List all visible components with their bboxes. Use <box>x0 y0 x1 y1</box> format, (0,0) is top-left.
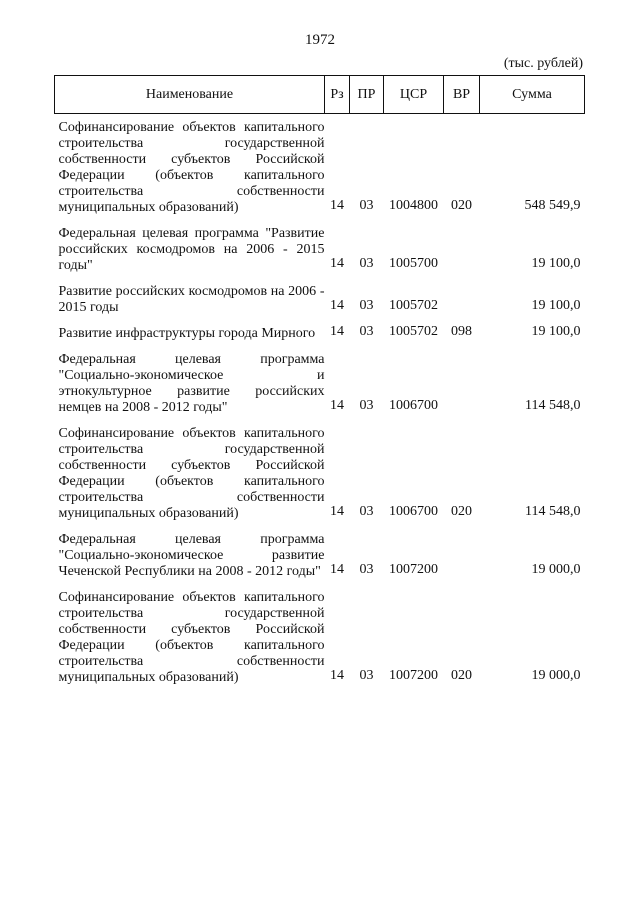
row-name: Федеральная целевая программа "Развитие российских космодромов на 2006 - 2015 годы" <box>58 226 325 273</box>
row-csr: 1004800 <box>389 198 438 213</box>
header-vr: ВР <box>444 76 480 114</box>
row-pr: 03 <box>359 562 374 577</box>
header-pr: ПР <box>350 76 384 114</box>
row-csr: 1006700 <box>389 504 438 519</box>
row-name: Софинансирование объектов капитального строительства государственной собственности субъектов Российской Федерации (объектов капитального строительства собственности муниципальных образований) <box>58 120 325 215</box>
table-row <box>55 278 585 320</box>
row-pr: 03 <box>359 256 374 271</box>
row-name: Развитие инфраструктуры города Мирного <box>58 326 316 341</box>
row-rz: 14 <box>330 668 344 683</box>
row-vr <box>444 278 480 320</box>
row-vr: 098 <box>451 324 472 339</box>
row-rz: 14 <box>330 298 344 313</box>
row-rz: 14 <box>330 324 344 339</box>
row-rz: 14 <box>330 504 344 519</box>
table-row <box>55 220 585 278</box>
budget-table <box>54 75 585 690</box>
table-row <box>55 420 585 526</box>
row-rz: 14 <box>330 256 344 271</box>
units-label: (тыс. рублей) <box>503 56 583 71</box>
row-sum: 19 100,0 <box>531 324 581 339</box>
row-rz: 14 <box>330 562 344 577</box>
row-sum: 548 549,9 <box>524 198 581 213</box>
row-sum: 19 000,0 <box>531 562 581 577</box>
row-sum: 19 000,0 <box>531 668 581 683</box>
row-pr: 03 <box>359 504 374 519</box>
row-name: Федеральная целевая программа "Социально-экономическое и этнокультурное развитие российских немцев на 2008 - 2012 годы" <box>58 352 325 415</box>
row-pr: 03 <box>359 398 374 413</box>
row-vr: 020 <box>451 198 472 213</box>
row-rz: 14 <box>330 398 344 413</box>
row-pr: 03 <box>359 324 374 339</box>
row-pr: 03 <box>359 668 374 683</box>
row-vr <box>444 526 480 584</box>
row-sum: 114 548,0 <box>525 398 581 413</box>
header-rz: Рз <box>325 76 350 114</box>
row-csr: 1005700 <box>389 256 438 271</box>
table-row <box>55 526 585 584</box>
header-row <box>55 76 585 114</box>
row-sum: 19 100,0 <box>531 256 581 271</box>
row-sum: 19 100,0 <box>531 298 581 313</box>
table-row <box>55 114 585 221</box>
row-vr <box>444 220 480 278</box>
table-row <box>55 346 585 420</box>
table-header <box>55 76 585 114</box>
row-vr <box>444 346 480 420</box>
row-name: Развитие российских космодромов на 2006 - 2015 годы <box>58 284 325 315</box>
row-pr: 03 <box>359 298 374 313</box>
table-row <box>55 320 585 346</box>
header-csr: ЦСР <box>384 76 444 114</box>
row-csr: 1007200 <box>389 562 438 577</box>
row-vr: 020 <box>451 504 472 519</box>
header-name: Наименование <box>55 76 325 114</box>
row-vr: 020 <box>451 668 472 683</box>
row-name: Софинансирование объектов капитального строительства государственной собственности субъектов Российской Федерации (объектов капитального строительства собственности муниципальных образований) <box>58 426 325 521</box>
row-csr: 1005702 <box>389 324 438 339</box>
row-rz: 14 <box>330 198 344 213</box>
row-csr: 1005702 <box>389 298 438 313</box>
row-name: Софинансирование объектов капитального строительства государственной собственности субъектов Российской Федерации (объектов капитального строительства собственности муниципальных образований) <box>58 590 325 685</box>
table-body <box>55 114 585 691</box>
row-sum: 114 548,0 <box>525 504 581 519</box>
row-name: Федеральная целевая программа "Социально-экономическое развитие Чеченской Республики на 2008 - 2012 годы" <box>58 532 325 579</box>
header-sum: Сумма <box>480 76 585 114</box>
row-csr: 1006700 <box>389 398 438 413</box>
row-csr: 1007200 <box>389 668 438 683</box>
row-pr: 03 <box>359 198 374 213</box>
page-number: 1972 <box>305 32 335 48</box>
table-row <box>55 584 585 690</box>
